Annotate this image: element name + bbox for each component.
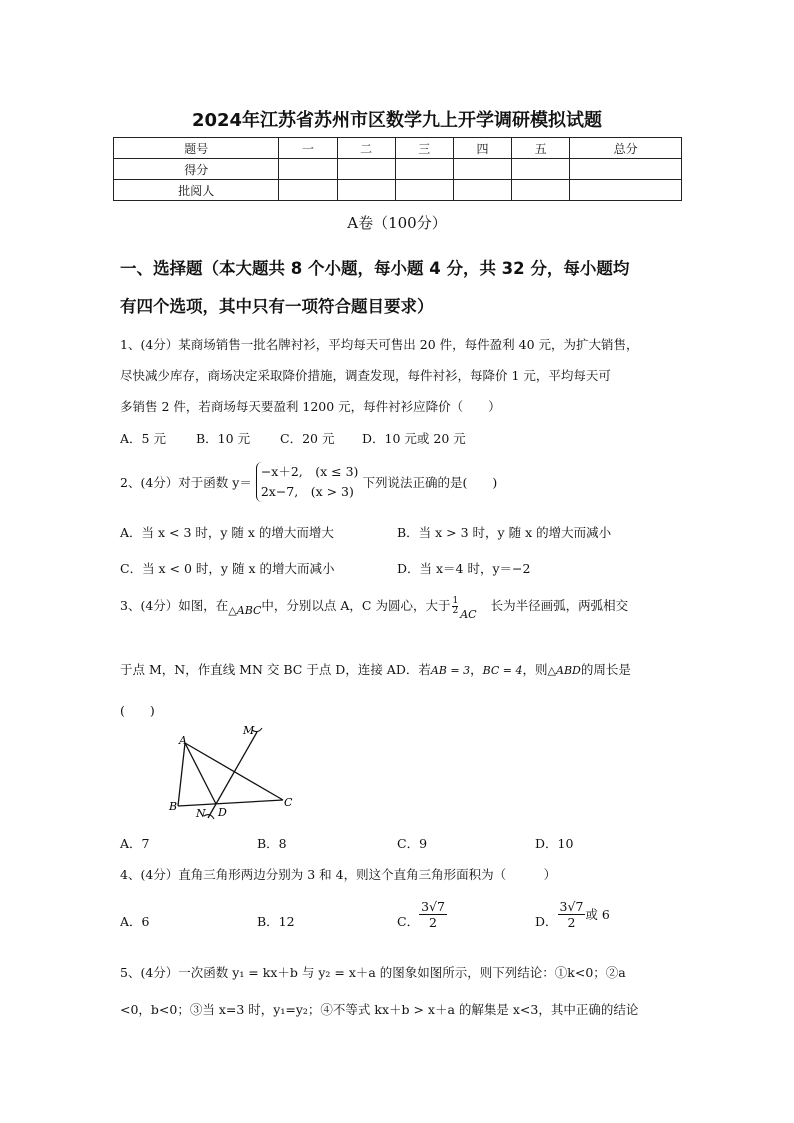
q2-piecewise-function (256, 462, 359, 502)
q1-option-c[interactable]: C．20 元 (280, 431, 335, 446)
q3-triangle-figure (160, 722, 300, 822)
q3-option-d[interactable]: D．10 (535, 836, 574, 851)
segment-ab (178, 743, 185, 806)
q3-line2a: 于点 M，N，作直线 MN 交 BC 于点 D，连接 AD．若 (120, 662, 431, 677)
q2-option-b[interactable]: B．当 x > 3 时，y 随 x 的增大而减小 (397, 525, 612, 540)
q5-line2: <0，b<0；③当 x=3 时，y₁=y₂；④不等式 kx＋b > x＋a 的解集是 x<3，其中正确的结论 (120, 1002, 639, 1017)
score-input-cell[interactable] (570, 159, 682, 180)
q2-piece2: 2x−7, (x > 3) (260, 484, 354, 499)
table-cell: 批阅人 (114, 180, 279, 201)
q3-text-part2: 中，分别以点 A，C 为圆心，大于 (261, 598, 451, 613)
q2-piece1: −x＋2, (x ≤ 3) (260, 464, 359, 479)
frac-denominator: 2 (429, 914, 437, 930)
q4-option-b[interactable]: B．12 (257, 914, 295, 929)
score-table-row (114, 159, 682, 180)
point-label-m: M (243, 724, 255, 737)
frac-numerator: 3√7 (421, 898, 445, 914)
point-label-c: C (284, 796, 293, 809)
q4-option-a[interactable]: A．6 (120, 914, 150, 929)
q2-stem (120, 462, 680, 506)
q4-option-d[interactable] (535, 898, 610, 942)
score-input-cell[interactable] (395, 159, 453, 180)
q2-option-d[interactable]: D．当 x＝4 时，y＝−2 (397, 561, 531, 576)
q3-line2c: 的周长是 (580, 662, 631, 677)
score-table-header-row (114, 138, 682, 159)
q4-option-d-fraction (558, 899, 586, 930)
reviewer-input-cell[interactable] (395, 180, 453, 201)
q3-half-fraction (452, 597, 458, 616)
table-cell: 五 (512, 138, 570, 159)
q2-suffix: 下列说法正确的是( ) (362, 475, 498, 490)
q1-option-b[interactable]: B．10 元 (196, 431, 251, 446)
q3-sep: ， (470, 662, 483, 677)
q1-line3: 多销售 2 件，若商场每天要盈利 1200 元，每件衬衫应降价（ ） (120, 399, 501, 414)
reviewer-input-cell[interactable] (453, 180, 511, 201)
q3-option-c[interactable]: C．9 (397, 836, 428, 851)
q3-eq-bc: BC = 4 (482, 664, 523, 677)
point-label-d: D (218, 806, 227, 819)
point-label-n: N (196, 807, 206, 820)
q1-line1: 1、(4分）某商场销售一批名牌衬衫，平均每天可售出 20 件，每件盈利 40 元，为扩大销售， (120, 337, 639, 352)
score-input-cell[interactable] (279, 159, 337, 180)
q4-line1: 4、(4分）直角三角形两边分别为 3 和 4，则这个直角三角形面积为（ ） (120, 867, 557, 882)
q2-option-a[interactable]: A．当 x < 3 时，y 随 x 的增大而增大 (120, 525, 334, 540)
section-heading-line1: 一、选择题（本大题共 8 个小题，每小题 4 分，共 32 分，每小题均 (120, 259, 630, 278)
q3-line3: ( ) (120, 703, 155, 718)
q1-option-d[interactable]: D．10 元或 20 元 (362, 431, 466, 446)
reviewer-input-cell[interactable] (512, 180, 570, 201)
q1-line2: 尽快减少库存，商场决定采取降价措施，调查发现，每件衬衫，每降价 1 元，平均每天可 (120, 368, 611, 383)
line-mn (208, 732, 257, 818)
q3-frac-var: AC (460, 608, 477, 621)
table-cell: 得分 (114, 159, 279, 180)
q4-option-c-label: C． (397, 914, 420, 929)
q5-line1: 5、(4分）一次函数 y₁ = kx＋b 与 y₂ = x＋a 的图象如图所示，则下列结论：①k<0；②a (120, 965, 626, 980)
table-cell: 一 (279, 138, 337, 159)
score-table-row (114, 180, 682, 201)
q4-option-c-fraction (419, 899, 447, 930)
q3-option-a[interactable]: A．7 (120, 836, 150, 851)
q3-text-part1: 3、(4分）如图，在 (120, 598, 229, 613)
score-input-cell[interactable] (453, 159, 511, 180)
segment-bc (178, 800, 283, 806)
q3-triangle-abc: △ABC (228, 604, 262, 617)
q2-prefix: 2、(4分）对于函数 y＝ (120, 475, 252, 490)
exam-title: 2024年江苏省苏州市区数学九上开学调研模拟试题 (191, 110, 603, 131)
table-cell: 总分 (570, 138, 682, 159)
point-label-a: A (179, 734, 187, 747)
q3-line2 (120, 660, 680, 678)
frac-numerator: 3√7 (559, 898, 584, 914)
score-input-cell[interactable] (512, 159, 570, 180)
q3-triangle-abd: △ABD (547, 664, 581, 677)
score-table (113, 137, 682, 201)
volume-label: A卷（100分） (347, 214, 447, 232)
q4-option-c[interactable] (397, 898, 447, 942)
score-input-cell[interactable] (337, 159, 395, 180)
table-cell: 二 (337, 138, 395, 159)
point-label-b: B (169, 800, 178, 813)
q3-line2b: ，则 (522, 662, 548, 677)
table-cell: 三 (395, 138, 453, 159)
reviewer-input-cell[interactable] (337, 180, 395, 201)
q2-option-c[interactable]: C．当 x < 0 时，y 随 x 的增大而减小 (120, 561, 335, 576)
frac-denominator: 2 (567, 914, 576, 930)
table-cell: 四 (453, 138, 511, 159)
reviewer-input-cell[interactable] (279, 180, 337, 201)
section-heading-line2: 有四个选项，其中只有一项符合题目要求） (120, 297, 434, 316)
q1-option-a[interactable]: A．5 元 (120, 431, 166, 446)
reviewer-input-cell[interactable] (570, 180, 682, 201)
q3-frac-num: 1 (452, 596, 459, 606)
table-cell: 题号 (114, 138, 279, 159)
q3-frac-den: 2 (452, 606, 459, 616)
q4-option-d-label: D． (535, 914, 558, 929)
q3-eq-ab: AB = 3 (430, 664, 471, 677)
q3-option-b[interactable]: B．8 (257, 836, 287, 851)
q4-option-d-suffix: 或 6 (585, 907, 610, 922)
q3-line1 (120, 596, 680, 630)
q3-text-part3: 长为半径画弧，两弧相交 (490, 598, 629, 613)
